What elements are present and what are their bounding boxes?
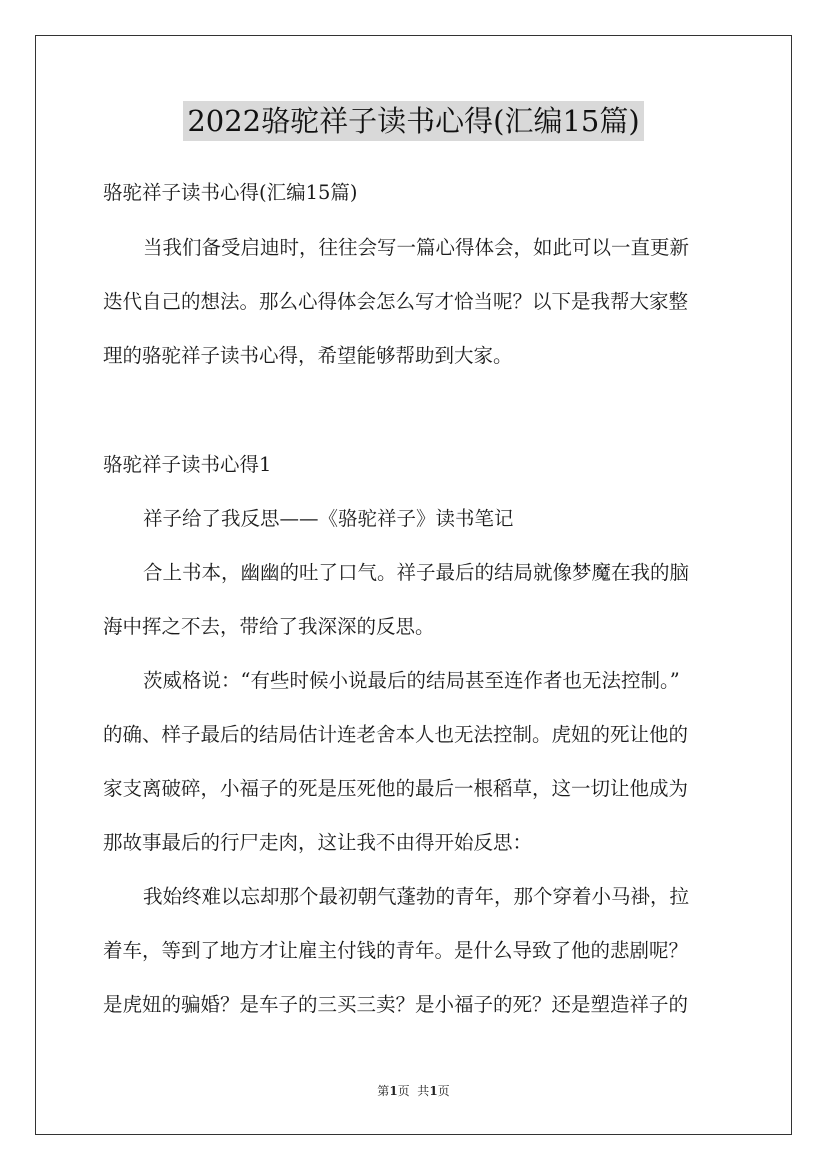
intro-line-1: 当我们备受启迪时，往往会写一篇心得体会，如此可以一直更新 [143, 236, 690, 259]
intro-line-2: 迭代自己的想法。那么心得体会怎么写才恰当呢？以下是我帮大家整 [103, 290, 689, 313]
page-footer [0, 1082, 827, 1099]
para1-line-1: 合上书本，幽幽的吐了口气。祥子最后的结局就像梦魔在我的脑 [143, 561, 690, 584]
footer-total-pages: 1 [429, 1084, 438, 1098]
para3-line-3: 是虎妞的骗婚？是车子的三买三卖？是小福子的死？还是塑造祥子的 [103, 993, 689, 1016]
footer-prefix: 第 [377, 1084, 390, 1098]
intro-line-3: 理的骆驼祥子读书心得，希望能够帮助到大家。 [103, 344, 513, 367]
para2-line-1: 茨威格说：“有些时候小说最后的结局甚至连作者也无法控制。” [143, 669, 680, 692]
document-subtitle: 骆驼祥子读书心得(汇编15篇) [103, 181, 358, 204]
section-heading: 骆驼祥子读书心得1 [103, 453, 272, 476]
footer-mid: 页 共 [397, 1084, 430, 1098]
document-title-container [0, 101, 827, 141]
para2-line-3: 家支离破碎，小福子的死是压死他的最后一根稻草，这一切让他成为 [103, 777, 689, 800]
para2-line-2: 的确、样子最后的结局估计连老舍本人也无法控制。虎妞的死让他的 [103, 723, 689, 746]
footer-suffix: 页 [437, 1084, 450, 1098]
para3-line-2: 着车，等到了地方才让雇主付钱的青年。是什么导致了他的悲剧呢？ [103, 939, 689, 962]
para3-line-1: 我始终难以忘却那个最初朝气蓬勃的青年，那个穿着小马褂，拉 [143, 885, 690, 908]
document-title: 2022骆驼祥子读书心得(汇编15篇) [183, 101, 643, 141]
para1-line-2: 海中挥之不去，带给了我深深的反思。 [103, 615, 435, 638]
para2-line-4: 那故事最后的行尸走肉，这让我不由得开始反思： [103, 831, 533, 854]
essay-title: 祥子给了我反思——《骆驼祥子》读书笔记 [143, 507, 514, 530]
footer-page-number: 1 [389, 1084, 398, 1098]
